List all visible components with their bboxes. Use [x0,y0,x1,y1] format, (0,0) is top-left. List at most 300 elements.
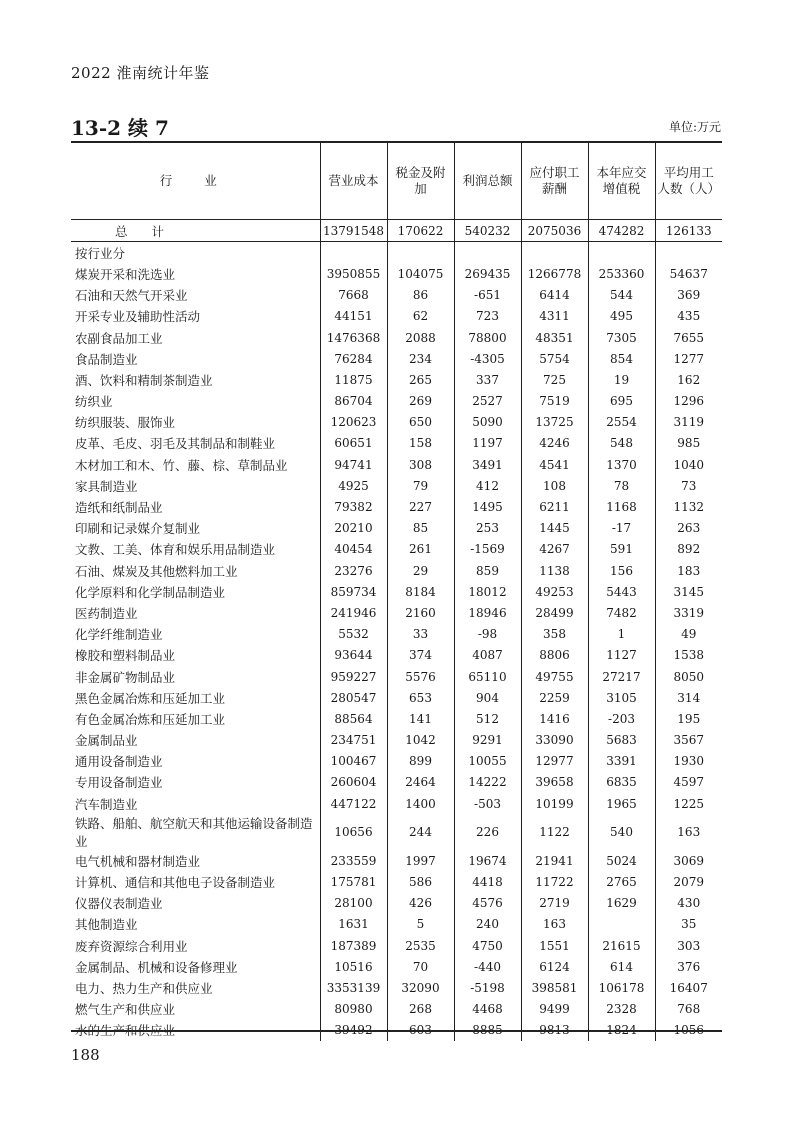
table-cell: 303 [655,935,722,956]
table-cell: 33 [387,624,454,645]
table-cell: 170622 [387,220,454,242]
industry-name: 通用设备制造业 [75,754,163,770]
table-cell: 2088 [387,327,454,348]
table-cell: 5532 [320,624,387,645]
table-cell: 1040 [655,454,722,475]
table-cell: 141 [387,708,454,729]
table-cell: 5683 [588,730,655,751]
table-cell: 854 [588,348,655,369]
table-cell: 8050 [655,666,722,687]
table-cell: 163 [655,814,722,850]
industry-name: 印刷和记录媒介复制业 [75,521,201,537]
table-cell: 1551 [521,935,588,956]
table-cell: 412 [454,475,521,496]
table-cell: 76284 [320,348,387,369]
table-cell: 1132 [655,496,722,517]
table-cell: 6124 [521,956,588,977]
table-row [71,539,722,560]
table-cell: 1056 [655,1020,722,1041]
table-cell: 2079 [655,871,722,892]
table-cell: 603 [387,1020,454,1041]
industry-name: 仪器仪表制造业 [75,896,163,912]
table-row [71,327,722,348]
table-cell: 11722 [521,871,588,892]
page-number: 188 [71,1046,100,1064]
table-cell: 269435 [454,263,521,284]
table-cell: 100467 [320,751,387,772]
book-title: 2022 淮南统计年鉴 [71,64,210,82]
table-cell: 86704 [320,391,387,412]
table-cell: 3105 [588,687,655,708]
table-row [71,666,722,687]
table-cell: 2719 [521,893,588,914]
table-row [71,708,722,729]
industry-name: 食品制造业 [75,351,138,367]
table-cell: 65110 [454,666,521,687]
table-row [71,348,722,369]
table-cell: 44151 [320,306,387,327]
table-cell: 1445 [521,518,588,539]
table-cell: 4468 [454,999,521,1020]
table-cell: 9813 [521,1020,588,1041]
table-cell: 2160 [387,602,454,623]
table-cell: 2075036 [521,220,588,242]
industry-name: 造纸和纸制品业 [75,500,163,516]
table-row [71,956,722,977]
table-cell: 1277 [655,348,722,369]
table-cell: 5443 [588,581,655,602]
table-cell: 447122 [320,793,387,814]
table-row [71,871,722,892]
table-cell: 27217 [588,666,655,687]
table-cell: 1296 [655,391,722,412]
table-row [71,454,722,475]
table-cell: 108 [521,475,588,496]
table-cell: 3145 [655,581,722,602]
table-cell: 80980 [320,999,387,1020]
industry-name: 木材加工和木、竹、藤、棕、草制品业 [75,457,288,473]
table-cell: -1569 [454,539,521,560]
table-cell: 28499 [521,602,588,623]
table-cell: 374 [387,645,454,666]
table-cell: 495 [588,306,655,327]
total-row [71,220,722,242]
table-cell: 10656 [320,814,387,850]
table-cell: 8885 [454,1020,521,1041]
table-cell: 1225 [655,793,722,814]
table-row [71,581,722,602]
table-cell: 78800 [454,327,521,348]
unit-label: 单位:万元 [668,120,721,134]
table-cell: 3491 [454,454,521,475]
table-cell: 768 [655,999,722,1020]
table-cell [521,242,588,264]
column-header: 本年应交 增值税 [588,143,655,220]
table-cell: 12977 [521,751,588,772]
table-cell: 21615 [588,935,655,956]
table-cell: 280547 [320,687,387,708]
table-row [71,602,722,623]
table-cell: 79382 [320,496,387,517]
table-cell: 586 [387,871,454,892]
table-cell: 4311 [521,306,588,327]
table-cell: 426 [387,893,454,914]
table-cell: 16407 [655,977,722,998]
table-cell: 7668 [320,285,387,306]
table-row [71,496,722,517]
table-row [71,306,722,327]
header-row [71,143,722,220]
table-cell: 1370 [588,454,655,475]
table-cell: -503 [454,793,521,814]
table-cell: 23276 [320,560,387,581]
table-cell: 49253 [521,581,588,602]
table-cell: 369 [655,285,722,306]
table-cell: -4305 [454,348,521,369]
table-cell: 1168 [588,496,655,517]
table-cell: 3353139 [320,977,387,998]
table-cell: 261 [387,539,454,560]
table-cell: 3319 [655,602,722,623]
table-row [71,624,722,645]
table-cell: 1476368 [320,327,387,348]
table-row [71,518,722,539]
table-cell [588,914,655,935]
industry-name: 其他制造业 [75,917,138,933]
table-cell: 11875 [320,369,387,390]
column-header: 税金及附加 [387,143,454,220]
table-cell: 4418 [454,871,521,892]
table-cell: 18946 [454,602,521,623]
table-cell: -17 [588,518,655,539]
table-cell: 195 [655,708,722,729]
table-cell: 32090 [387,977,454,998]
industry-name: 酒、饮料和精制茶制造业 [75,372,213,388]
table-cell: 614 [588,956,655,977]
table-cell: 60651 [320,433,387,454]
table-cell: 234751 [320,730,387,751]
industry-name: 石油和天然气开采业 [75,288,188,304]
table-cell: 430 [655,893,722,914]
table-cell: 39658 [521,772,588,793]
table-row [71,793,722,814]
table-cell: 265 [387,369,454,390]
table-cell: 54637 [655,263,722,284]
table-cell: 106178 [588,977,655,998]
table-cell: 548 [588,433,655,454]
industry-name: 金属制品业 [75,733,138,749]
table-cell: 653 [387,687,454,708]
table-cell: -203 [588,708,655,729]
table-cell: 104075 [387,263,454,284]
table-cell: 650 [387,412,454,433]
industry-name: 文教、工美、体育和娱乐用品制造业 [75,542,276,558]
table-cell: 899 [387,751,454,772]
table-row [71,285,722,306]
table-row [71,263,722,284]
table-cell: 4541 [521,454,588,475]
industry-name: 农副食品加工业 [75,330,163,346]
table-row [71,687,722,708]
table-cell: 13791548 [320,220,387,242]
table-bottom-rule [71,1030,722,1032]
table-cell: -651 [454,285,521,306]
table-cell: 512 [454,708,521,729]
table-cell: 120623 [320,412,387,433]
table-cell: 4925 [320,475,387,496]
industry-name: 按行业分 [75,245,126,261]
table-cell: 241946 [320,602,387,623]
table-row [71,893,722,914]
table-cell [588,242,655,264]
table-cell: 1997 [387,850,454,871]
table-cell: 314 [655,687,722,708]
table-row [71,412,722,433]
industry-name: 纺织服装、服饰业 [75,415,176,431]
industry-name: 燃气生产和供应业 [75,1002,176,1018]
table-cell: 1400 [387,793,454,814]
table-cell: 253360 [588,263,655,284]
table-cell: 7482 [588,602,655,623]
table-cell: 904 [454,687,521,708]
table-cell: 33090 [521,730,588,751]
table-row [71,433,722,454]
table-row [71,369,722,390]
table-cell: -5198 [454,977,521,998]
industry-name: 废弃资源综合利用业 [75,938,188,954]
table-cell: 5576 [387,666,454,687]
table-cell: 892 [655,539,722,560]
table-cell: 233559 [320,850,387,871]
table-cell: 62 [387,306,454,327]
table-header [71,143,722,220]
table-cell: 474282 [588,220,655,242]
table-cell: 376 [655,956,722,977]
table-cell: 9291 [454,730,521,751]
table-cell: 1197 [454,433,521,454]
industry-name: 总 计 [71,220,320,242]
table-cell: 94741 [320,454,387,475]
table-cell: 6835 [588,772,655,793]
table-cell [454,242,521,264]
column-header: 行 业 [71,143,320,220]
table-cell: 18012 [454,581,521,602]
table-cell: 1 [588,624,655,645]
table-cell: 1127 [588,645,655,666]
table-cell: 13725 [521,412,588,433]
table-cell: 3391 [588,751,655,772]
table-cell: 7519 [521,391,588,412]
table-row [71,814,722,850]
table-cell: -98 [454,624,521,645]
industry-name: 电气机械和器材制造业 [75,853,201,869]
table-cell: 859 [454,560,521,581]
table-cell: 337 [454,369,521,390]
table-cell: 227 [387,496,454,517]
table-cell: 8184 [387,581,454,602]
table-cell: 1266778 [521,263,588,284]
column-header: 利润总额 [454,143,521,220]
table-cell: 10199 [521,793,588,814]
table-cell: 5 [387,914,454,935]
table-cell: 29 [387,560,454,581]
table-row [71,645,722,666]
table-cell: 4267 [521,539,588,560]
table-cell: 540 [588,814,655,850]
table-cell: 39492 [320,1020,387,1041]
table-cell: 3567 [655,730,722,751]
table-cell: 10055 [454,751,521,772]
table-cell: 2535 [387,935,454,956]
table-cell: 1824 [588,1020,655,1041]
industry-name: 金属制品、机械和设备修理业 [75,959,238,975]
table-cell: 8806 [521,645,588,666]
table-cell: 175781 [320,871,387,892]
table-cell: 6211 [521,496,588,517]
table-cell: 1495 [454,496,521,517]
table-row [71,730,722,751]
table-row [71,772,722,793]
industry-name: 黑色金属冶炼和压延加工业 [75,690,226,706]
table-cell: 3950855 [320,263,387,284]
table-cell: 28100 [320,893,387,914]
table-cell: 234 [387,348,454,369]
table-cell: 308 [387,454,454,475]
table-cell: 240 [454,914,521,935]
table-cell: 21941 [521,850,588,871]
industry-name: 汽车制造业 [75,796,138,812]
industry-name: 家具制造业 [75,478,138,494]
table-cell: 268 [387,999,454,1020]
table-cell: 1631 [320,914,387,935]
table-cell: 695 [588,391,655,412]
table-cell: 985 [655,433,722,454]
table-cell [387,242,454,264]
industry-name: 水的生产和供应业 [75,1023,176,1039]
table-cell: -440 [454,956,521,977]
table-cell: 10516 [320,956,387,977]
table-cell: 1965 [588,793,655,814]
table-cell: 183 [655,560,722,581]
industry-name: 皮革、毛皮、羽毛及其制品和制鞋业 [75,436,276,452]
table-body [71,220,722,1041]
table-cell: 1629 [588,893,655,914]
table-cell [320,242,387,264]
table-row [71,391,722,412]
table-cell: 14222 [454,772,521,793]
table-cell: 48351 [521,327,588,348]
table-cell: 35 [655,914,722,935]
industry-name: 铁路、船舶、航空航天和其他运输设备制造业 [75,816,313,850]
table-cell: 591 [588,539,655,560]
table-row [71,850,722,871]
industry-name: 化学纤维制造业 [75,627,163,643]
table-cell: 2259 [521,687,588,708]
table-cell: 1138 [521,560,588,581]
table-cell: 73 [655,475,722,496]
table-cell: 2527 [454,391,521,412]
industry-name: 橡胶和塑料制品业 [75,648,176,664]
table-cell: 5024 [588,850,655,871]
table-row [71,999,722,1020]
table-row [71,475,722,496]
table-row [71,935,722,956]
table-cell: 5754 [521,348,588,369]
table-cell: 4576 [454,893,521,914]
industry-name: 非金属矿物制品业 [75,669,176,685]
industry-name: 医药制造业 [75,605,138,621]
table-cell: 79 [387,475,454,496]
table-cell: 244 [387,814,454,850]
table-cell: 253 [454,518,521,539]
column-header: 应付职工 薪酬 [521,143,588,220]
table-cell: 1122 [521,814,588,850]
table-cell: 859734 [320,581,387,602]
table-cell: 162 [655,369,722,390]
table-cell: 959227 [320,666,387,687]
table-cell: 49 [655,624,722,645]
table-cell: 723 [454,306,521,327]
table-cell: 49755 [521,666,588,687]
table-cell: 88564 [320,708,387,729]
industry-name: 石油、煤炭及其他燃料加工业 [75,563,238,579]
industry-name: 纺织业 [75,394,113,410]
table-cell: 163 [521,914,588,935]
industry-name: 专用设备制造业 [75,775,163,791]
table-cell: 2328 [588,999,655,1020]
table-cell: 156 [588,560,655,581]
table-cell: 19674 [454,850,521,871]
table-row [71,914,722,935]
column-header: 平均用工 人数（人） [655,143,722,220]
table-cell: 19 [588,369,655,390]
table-cell: 2765 [588,871,655,892]
table-cell: 3119 [655,412,722,433]
table-cell: 5090 [454,412,521,433]
table-cell: 435 [655,306,722,327]
table-cell: 1416 [521,708,588,729]
table-cell: 226 [454,814,521,850]
table-row [71,977,722,998]
table-cell: 260604 [320,772,387,793]
table-cell: 9499 [521,999,588,1020]
table-cell: 4087 [454,645,521,666]
table-cell: 20210 [320,518,387,539]
table-row [71,751,722,772]
table-cell: 4750 [454,935,521,956]
table-cell: 2464 [387,772,454,793]
table-cell: 2554 [588,412,655,433]
table-cell: 187389 [320,935,387,956]
industry-name: 电力、热力生产和供应业 [75,980,213,996]
industry-name: 开采专业及辅助性活动 [75,309,201,325]
table-cell: 158 [387,433,454,454]
table-cell: 40454 [320,539,387,560]
table-cell: 85 [387,518,454,539]
table-cell: 7655 [655,327,722,348]
table-cell: 398581 [521,977,588,998]
table-cell: 4246 [521,433,588,454]
table-cell: 78 [588,475,655,496]
table-cell: 1538 [655,645,722,666]
statistics-table [71,143,722,1041]
table-cell: 3069 [655,850,722,871]
industry-name: 计算机、通信和其他电子设备制造业 [75,875,276,891]
table-cell: 269 [387,391,454,412]
table-cell: 263 [655,518,722,539]
table-cell [655,242,722,264]
table-cell: 725 [521,369,588,390]
